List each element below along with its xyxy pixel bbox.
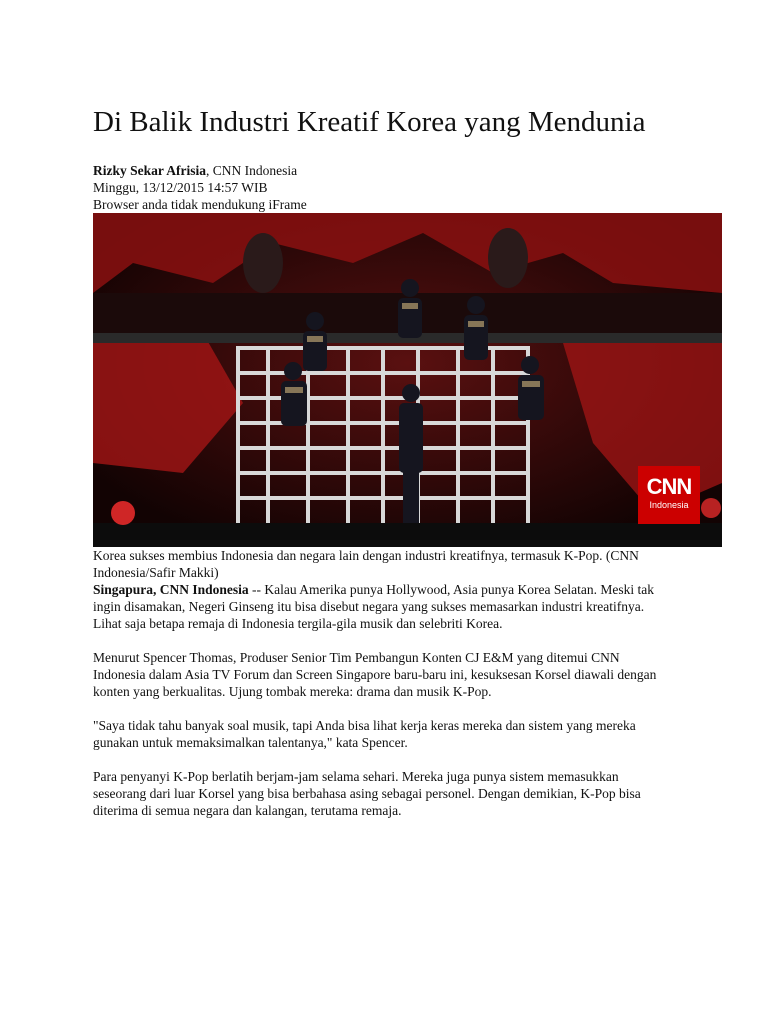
concert-image (93, 213, 722, 547)
dateline: Singapura, CNN Indonesia (93, 582, 249, 597)
article-title: Di Balik Industri Kreatif Korea yang Mendunia (93, 106, 646, 138)
photo-caption: Korea sukses membius Indonesia dan negara lain dengan industri kreatifnya, termasuk K-Pop. (CNN Indonesia/Safir Makki) (93, 548, 639, 580)
publish-date: Minggu, 13/12/2015 14:57 WIB (93, 180, 268, 195)
article-body (93, 547, 673, 819)
iframe-notice: Browser anda tidak mendukung iFrame (93, 197, 307, 212)
paragraph-2: Menurut Spencer Thomas, Produser Senior Tim Pembangun Konten CJ E&M yang ditemui CNN Indonesia dalam Asia TV Forum dan Screen Singapore baru-baru ini, kesuksesan Korsel diawali dengan konten yang berkualitas. Ujung tombak mereka: drama dan musik K-Pop. (93, 650, 657, 699)
article-photo (93, 213, 722, 547)
paragraph-1 (93, 581, 673, 632)
spacer (93, 751, 673, 768)
byline (93, 162, 693, 179)
cnn-logo-text: CNN (646, 474, 692, 499)
article (93, 104, 693, 819)
paragraph-4: Para penyanyi K-Pop berlatih berjam-jam selama sehari. Mereka juga punya sistem memasukkan seseorang dari luar Korsel yang bisa berbahasa asing sebagai personel. Dengan demikian, K-Pop bisa diterima di semua negara dan kalangan, terutama remaja. (93, 769, 641, 818)
article-meta (93, 162, 693, 213)
cnn-logo (638, 466, 700, 524)
paragraph-3: "Saya tidak tahu banyak soal musik, tapi Anda bisa lihat kerja keras mereka dan sistem yang mereka gunakan untuk memaksimalkan talentanya," kata Spencer. (93, 718, 636, 750)
paragraph-1-text: -- Kalau Amerika punya Hollywood, Asia punya Korea Selatan. Meski tak ingin disamakan, Negeri Ginseng itu bisa disebut negara yang sukses memasarkan industri kreatifnya. Lihat saja betapa remaja di Indonesia tergila-gila musik dan selebriti Korea. (93, 582, 654, 631)
outlet-name: , CNN Indonesia (206, 163, 298, 178)
spacer (93, 632, 673, 649)
author-name[interactable]: Rizky Sekar Afrisia (93, 163, 207, 178)
cnn-logo-subtext: Indonesia (649, 500, 689, 510)
spacer (93, 700, 673, 717)
